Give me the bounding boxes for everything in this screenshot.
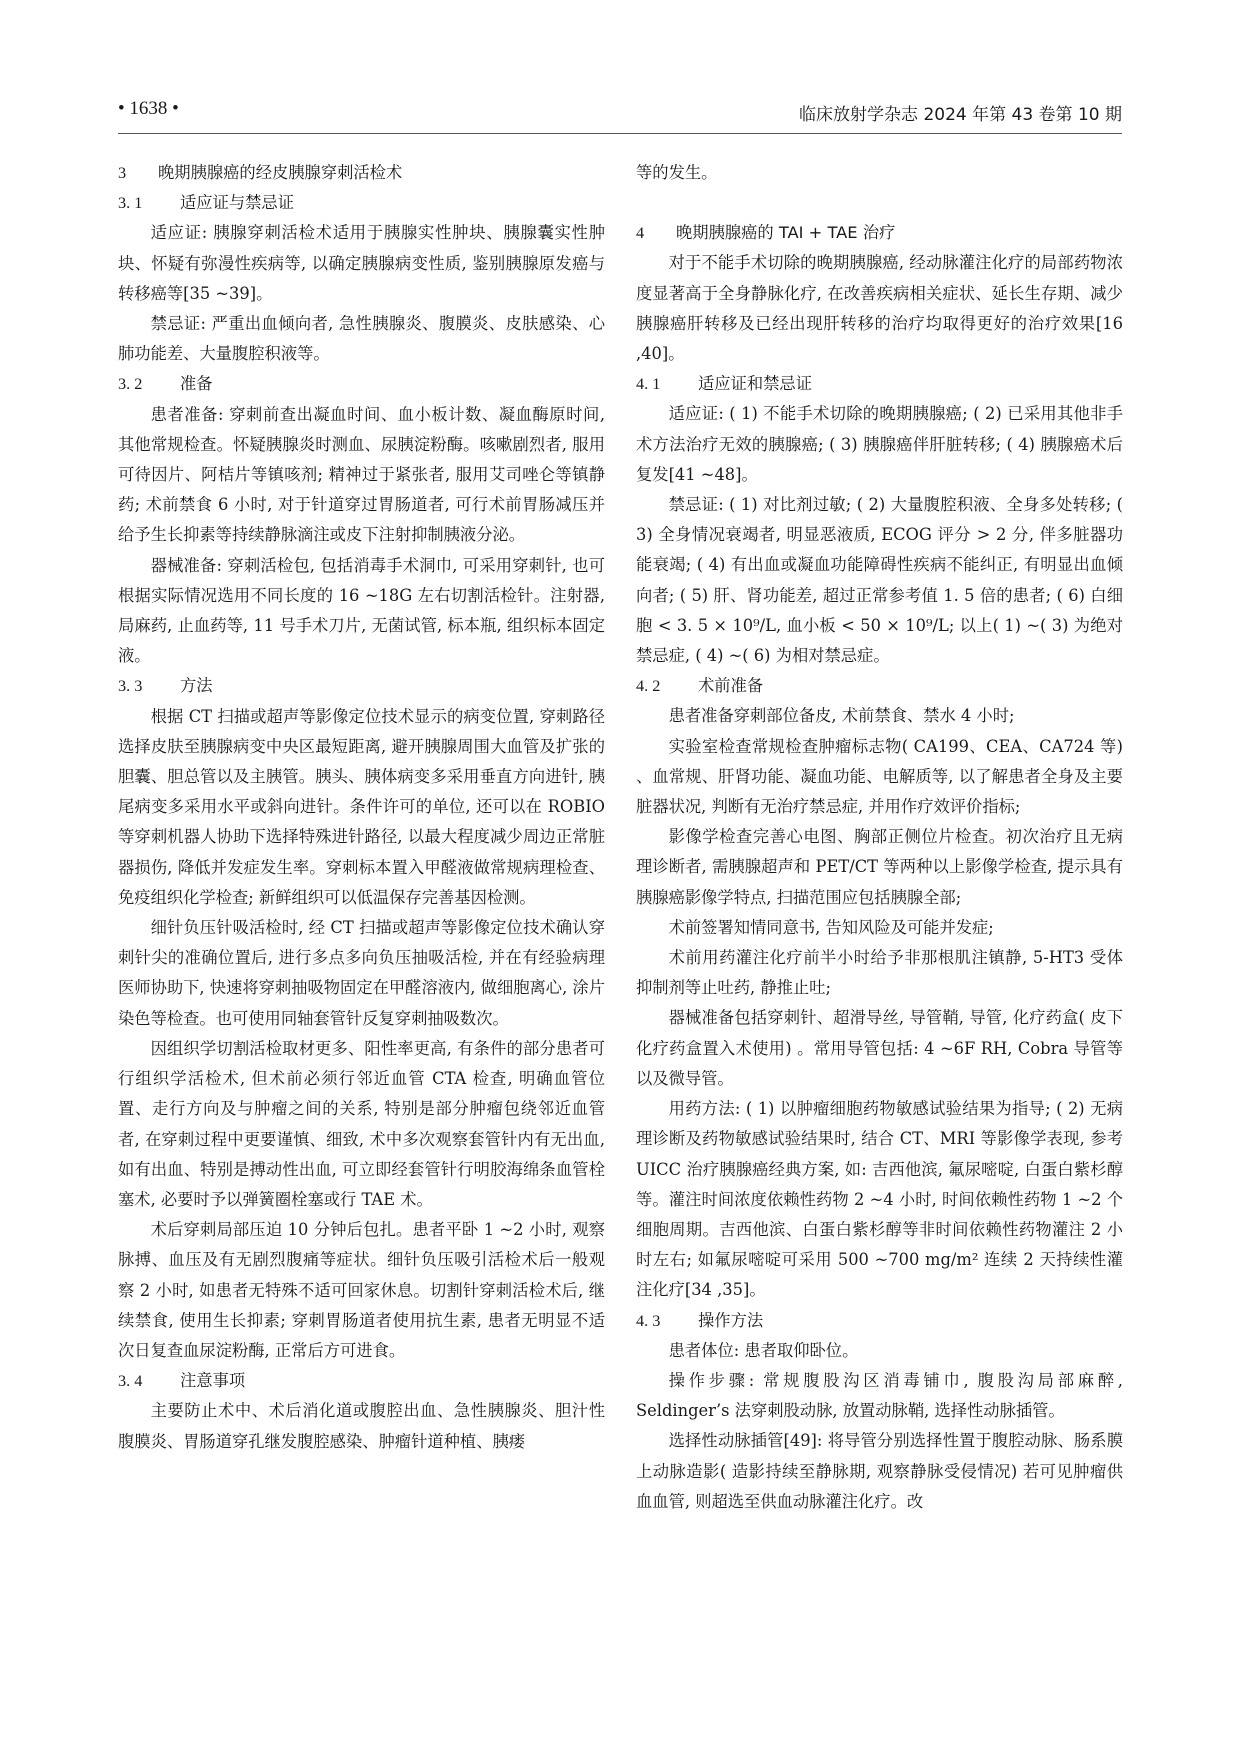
section-heading-4: 4 晚期胰腺癌的 TAI + TAE 治疗 (636, 223, 896, 243)
subsection-heading-3-3: 3. 3 方法 (118, 676, 213, 696)
subsection-heading-4-2: 4. 2 术前准备 (636, 676, 764, 696)
left-column (118, 158, 605, 1457)
right-column (636, 158, 1123, 1517)
page-number: • 1638 • (118, 98, 179, 119)
paragraph-premedication: 术前用药灌注化疗前半小时给予非那根肌注镇静, 5-HT3 受体抑制剂等止吐药, 静推止吐; (636, 948, 1123, 998)
paragraph-lab-tests: 实验室检查常规检查肿瘤标志物( CA199、CEA、CA724 等) 、血常规、肝肾功能、凝血功能、电解质等, 以了解患者全身及主要脏器状况, 判断有无治疗禁忌症, 并用作疗效评价指标; (636, 736, 1123, 817)
paragraph-equipment-2: 器械准备包括穿刺针、超滑导丝, 导管鞘, 导管, 化疗药盒( 皮下化疗药盒置入术使用) 。常用导管包括: 4 ~6F RH, Cobra 导管等以及微导管。 (636, 1008, 1123, 1088)
paragraph-drug-method: 用药方法: ( 1) 以肿瘤细胞药物敏感试验结果为指导; ( 2) 无病理诊断及药物敏感试验结果时, 结合 CT、MRI 等影像学表现, 参考 UICC 治疗胰腺癌经典方案, 如: 吉西他滨, 氟尿嘧啶, 白蛋白紫杉醇等。灌注时间浓度依赖性药物 2 ~4 小时, 时间依赖性药物 1 ~2 个细胞周期。吉西他滨、白蛋白紫杉醇等非时间依赖性药物灌注 2 小时左右; 如氟尿嘧啶可采用 500 ~700 mg/m² 连续 2 天持续性灌注化疗[34 ,35]。 (636, 1099, 1123, 1300)
paragraph-contraindications: 禁忌证: 严重出血倾向者, 急性胰腺炎、腹膜炎、皮肤感染、心肺功能差、大量腹腔积液等。 (118, 314, 605, 364)
paragraph-selective-catheter: 选择性动脉插管[49]: 将导管分别选择性置于腹腔动脉、肠系膜上动脉造影( 造影持续至静脉期, 观察静脉受侵情况) 若可见肿瘤供血血管, 则超选至供血动脉灌注化疗。改 (636, 1431, 1123, 1511)
paragraph-patient-prep: 患者准备: 穿刺前查出凝血时间、血小板计数、凝血酶原时间, 其他常规检查。怀疑胰腺炎时测血、尿胰淀粉酶。咳嗽剧烈者, 服用可待因片、阿桔片等镇咳剂; 精神过于紧张者, 服用艾司唑仑等镇静药; 术前禁食 6 小时, 对于针道穿过胃肠道者, 可行术前胃肠减压并给予生长抑素等持续静脉滴注或皮下注射抑制胰液分泌。 (118, 404, 605, 545)
paragraph-tai-contraindications: 禁忌证: ( 1) 对比剂过敏; ( 2) 大量腹腔积液、全身多处转移; ( 3) 全身情况衰竭者, 明显恶液质, ECOG 评分 > 2 分, 伴多脏器功能衰竭; ( 4) 有出血或凝血功能障碍性疾病不能纠正, 有明显出血倾向者; ( 5) 肝、肾功能差, 超过正常参考值 1. 5 倍的患者; ( 6) 白细胞 < 3. 5 × 10⁹/L, 血小板 < 50 × 10⁹/L; 以上( 1) ~( 3) 为绝对禁忌症, ( 4) ~( 6) 为相对禁忌症。 (636, 495, 1123, 666)
page-header (118, 98, 1122, 138)
paragraph-procedure-steps: 操作步骤: 常规腹股沟区消毒铺巾, 腹股沟局部麻醉, Seldinger’s 法穿刺股动脉, 放置动脉鞘, 选择性动脉插管。 (636, 1370, 1123, 1421)
paragraph-method-imaging: 根据 CT 扫描或超声等影像定位技术显示的病变位置, 穿刺路径选择皮肤至胰腺病变中央区最短距离, 避开胰腺周围大血管及扩张的胆囊、胆总管以及主胰管。胰头、胰体病变多采用垂直方向进针, 胰尾病变多采用水平或斜向进针。条件许可的单位, 还可以在 ROBIO 等穿刺机器人协助下选择特殊进针路径, 以最大程度减少周边正常脏器损伤, 降低并发症发生率。穿刺标本置入甲醛液做常规病理检查、免疫组织化学检查; 新鲜组织可以低温保存完善基因检测。 (118, 706, 605, 907)
paragraph-consent: 术前签署知情同意书, 告知风险及可能并发症; (668, 917, 994, 937)
paragraph-method-postop: 术后穿刺局部压迫 10 分钟后包扎。患者平卧 1 ~2 小时, 观察脉搏、血压及有无剧烈腹痛等症状。细针负压吸引活检术后一般观察 2 小时, 如患者无特殊不适可回家休息。切割针穿刺活检术后, 继续禁食, 使用生长抑素; 穿刺胃肠道者使用抗生素, 患者无明显不适次日复查血尿淀粉酶, 正常后方可进食。 (118, 1220, 605, 1360)
paragraph-equipment-prep: 器械准备: 穿刺活检包, 包括消毒手术洞巾, 可采用穿刺针, 也可根据实际情况选用不同长度的 16 ~18G 左右切割活检针。注射器, 局麻药, 止血药等, 11 号手术刀片, 无菌试管, 标本瓶, 组织标本固定液。 (118, 555, 605, 666)
section-heading-3: 3 晚期胰腺癌的经皮胰腺穿刺活检术 (118, 163, 403, 182)
subsection-heading-3-1: 3. 1 适应证与禁忌证 (118, 193, 294, 213)
paragraph-patient-prep-2: 患者准备穿刺部位备皮, 术前禁食、禁水 4 小时; (668, 706, 1015, 726)
paragraph-tai-intro: 对于不能手术切除的晚期胰腺癌, 经动脉灌注化疗的局部药物浓度显著高于全身静脉化疗, 在改善疾病相关症状、延长生存期、减少胰腺癌肝转移及已经出现肝转移的治疗均取得更好的治疗效果[16 ,40]。 (636, 253, 1123, 364)
paragraph-continuation: 等的发生。 (636, 163, 718, 182)
subsection-heading-3-2: 3. 2 准备 (118, 374, 213, 394)
paragraph-imaging-tests: 影像学检查完善心电图、胸部正侧位片检查。初次治疗且无病理诊断者, 需胰腺超声和 PET/CT 等两种以上影像学检查, 提示具有胰腺癌影像学特点, 扫描范围应包括胰腺全部; (636, 827, 1123, 907)
header-divider (118, 133, 1122, 134)
subsection-heading-3-4: 3. 4 注意事项 (118, 1371, 246, 1391)
subsection-heading-4-1: 4. 1 适应证和禁忌证 (636, 374, 812, 394)
paragraph-tai-indications: 适应证: ( 1) 不能手术切除的晚期胰腺癌; ( 2) 已采用其他非手术方法治疗无效的胰腺癌; ( 3) 胰腺癌伴肝脏转移; ( 4) 胰腺癌术后复发[41 ~48]。 (636, 404, 1123, 484)
paragraph-precautions: 主要防止术中、术后消化道或腹腔出血、急性胰腺炎、胆汁性腹膜炎、胃肠道穿孔继发腹腔感染、肿瘤针道种植、胰瘘 (118, 1401, 605, 1451)
paragraph-method-histology: 因组织学切割活检取材更多、阳性率更高, 有条件的部分患者可行组织学活检术, 但术前必须行邻近血管 CTA 检查, 明确血管位置、走行方向及与肿瘤之间的关系, 特别是部分肿瘤包绕邻近血管者, 在穿刺过程中更要谨慎、细致, 术中多次观察套管针内有无出血, 如有出血、特别是搏动性出血, 可立即经套管针行明胶海绵条血管栓塞术, 必要时予以弹簧圈栓塞或行 TAE 术。 (118, 1038, 605, 1209)
paragraph-method-fine-needle: 细针负压针吸活检时, 经 CT 扫描或超声等影像定位技术确认穿刺针尖的准确位置后, 进行多点多向负压抽吸活检, 并在有经验病理医师协助下, 快速将穿刺抽吸物固定在甲醛溶液内, 做细胞离心, 涂片染色等检查。也可使用同轴套管针反复穿刺抽吸数次。 (118, 918, 605, 1028)
subsection-heading-4-3: 4. 3 操作方法 (636, 1310, 764, 1330)
paragraph-indications: 适应证: 胰腺穿刺活检术适用于胰腺实性肿块、胰腺囊实性肿块、怀疑有弥漫性疾病等, 以确定胰腺病变性质, 鉴别胰腺原发癌与转移癌等[35 ~39]。 (118, 223, 605, 303)
journal-title: 临床放射学杂志 2024 年第 43 卷第 10 期 (799, 105, 1122, 125)
paragraph-patient-position: 患者体位: 患者取仰卧位。 (668, 1340, 859, 1360)
